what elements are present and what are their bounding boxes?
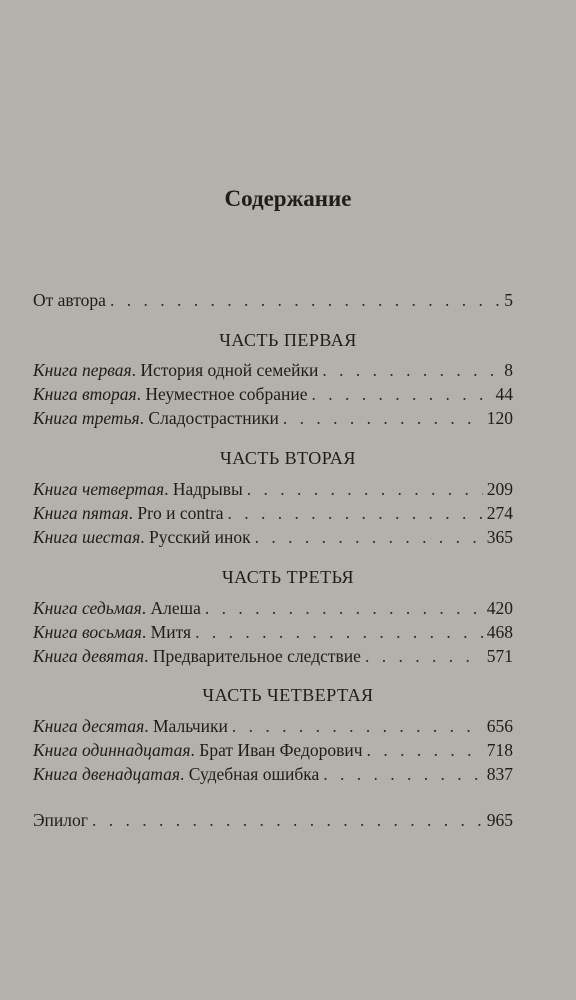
leader-dots xyxy=(92,808,483,832)
leader-dots xyxy=(367,738,483,762)
page-number: 420 xyxy=(486,598,513,618)
leader-dots xyxy=(205,596,483,620)
book-label: Книга двенадцатая xyxy=(33,764,180,784)
entry-title: История одной семейки xyxy=(140,360,319,380)
book-label: Книга первая xyxy=(33,360,132,380)
leader-dots xyxy=(365,644,483,668)
page-number: 571 xyxy=(486,646,513,666)
leader-dots xyxy=(255,525,483,549)
page-number: 656 xyxy=(486,716,513,736)
page-number: 837 xyxy=(486,764,513,784)
book-label: Книга четвертая xyxy=(33,479,165,499)
entry-title: Русский инок xyxy=(149,527,251,547)
book-label: Книга девятая xyxy=(33,646,145,666)
part-heading: ЧАСТЬ ВТОРАЯ xyxy=(220,448,356,468)
page-number: 120 xyxy=(486,408,513,428)
page-number: 209 xyxy=(486,479,513,499)
entry-title: Надрывы xyxy=(172,479,243,499)
page-number: 274 xyxy=(486,503,513,523)
leader-dots xyxy=(311,382,491,406)
leader-dots xyxy=(110,288,500,312)
toc-entry: Книга восьмая. Митя . . . 468 xyxy=(33,620,513,644)
page-number: 468 xyxy=(486,622,513,642)
entry-title: Митя xyxy=(150,622,192,642)
entry-title: Pro и contra xyxy=(137,503,224,523)
toc-entry: Книга вторая. Неуместное собрание . . . 44 xyxy=(33,382,513,406)
page-number: 5 xyxy=(504,290,513,310)
book-label: Книга шестая xyxy=(33,527,141,547)
leader-dots xyxy=(195,620,483,644)
toc-entry-preface xyxy=(33,288,513,312)
page-number: 8 xyxy=(504,360,513,380)
book-label: Книга вторая xyxy=(33,384,137,404)
entry-title: Неуместное собрание xyxy=(145,384,308,404)
toc-entry: Книга девятая. Предварительное следствие . . . 571 xyxy=(33,644,513,668)
entry-title: От автора xyxy=(33,290,106,310)
leader-dots xyxy=(323,762,483,786)
book-label: Книга третья xyxy=(33,408,140,428)
leader-dots xyxy=(283,406,483,430)
page-number: 965 xyxy=(486,810,513,830)
book-label: Книга восьмая xyxy=(33,622,142,642)
entry-title: Мальчики xyxy=(153,716,228,736)
part-heading: ЧАСТЬ ЧЕТВЕРТАЯ xyxy=(202,685,374,705)
entry-title: Эпилог xyxy=(33,810,88,830)
leader-dots xyxy=(322,358,500,382)
toc-entry: Книга четвертая. Надрывы . . . 209 xyxy=(33,477,513,501)
book-label: Книга седьмая xyxy=(33,598,142,618)
page-title: Содержание xyxy=(224,186,352,211)
toc-entry: Книга десятая. Мальчики . . . 656 xyxy=(33,714,513,738)
leader-dots xyxy=(247,477,483,501)
book-label: Книга десятая xyxy=(33,716,145,736)
book-label: Книга пятая xyxy=(33,503,129,523)
page-number: 44 xyxy=(495,384,513,404)
toc-entry: Книга одиннадцатая. Брат Иван Федорович . . . 718 xyxy=(33,738,513,762)
page-number: 718 xyxy=(486,740,513,760)
part-heading: ЧАСТЬ ТРЕТЬЯ xyxy=(221,567,355,587)
toc-entry-epilogue xyxy=(33,808,513,832)
toc-entry: Книга пятая. Pro и contra . . . 274 xyxy=(33,501,513,525)
leader-dots xyxy=(232,714,483,738)
toc-entry: Книга первая. История одной семейки . . . 8 xyxy=(33,358,513,382)
leader-dots xyxy=(228,501,483,525)
toc-entry: Книга седьмая. Алеша . . . 420 xyxy=(33,596,513,620)
part-heading: ЧАСТЬ ПЕРВАЯ xyxy=(219,330,357,350)
toc-entry: Книга шестая. Русский инок . . . 365 xyxy=(33,525,513,549)
entry-title: Судебная ошибка xyxy=(188,764,320,784)
entry-title: Брат Иван Федорович xyxy=(199,740,363,760)
entry-title: Предварительное следствие xyxy=(152,646,361,666)
entry-title: Алеша xyxy=(150,598,201,618)
page-number: 365 xyxy=(486,527,513,547)
book-label: Книга одиннадцатая xyxy=(33,740,191,760)
toc-entry: Книга третья. Сладострастники . . . 120 xyxy=(33,406,513,430)
toc-entry: Книга двенадцатая. Судебная ошибка . . . 837 xyxy=(33,762,513,786)
entry-title: Сладострастники xyxy=(148,408,279,428)
